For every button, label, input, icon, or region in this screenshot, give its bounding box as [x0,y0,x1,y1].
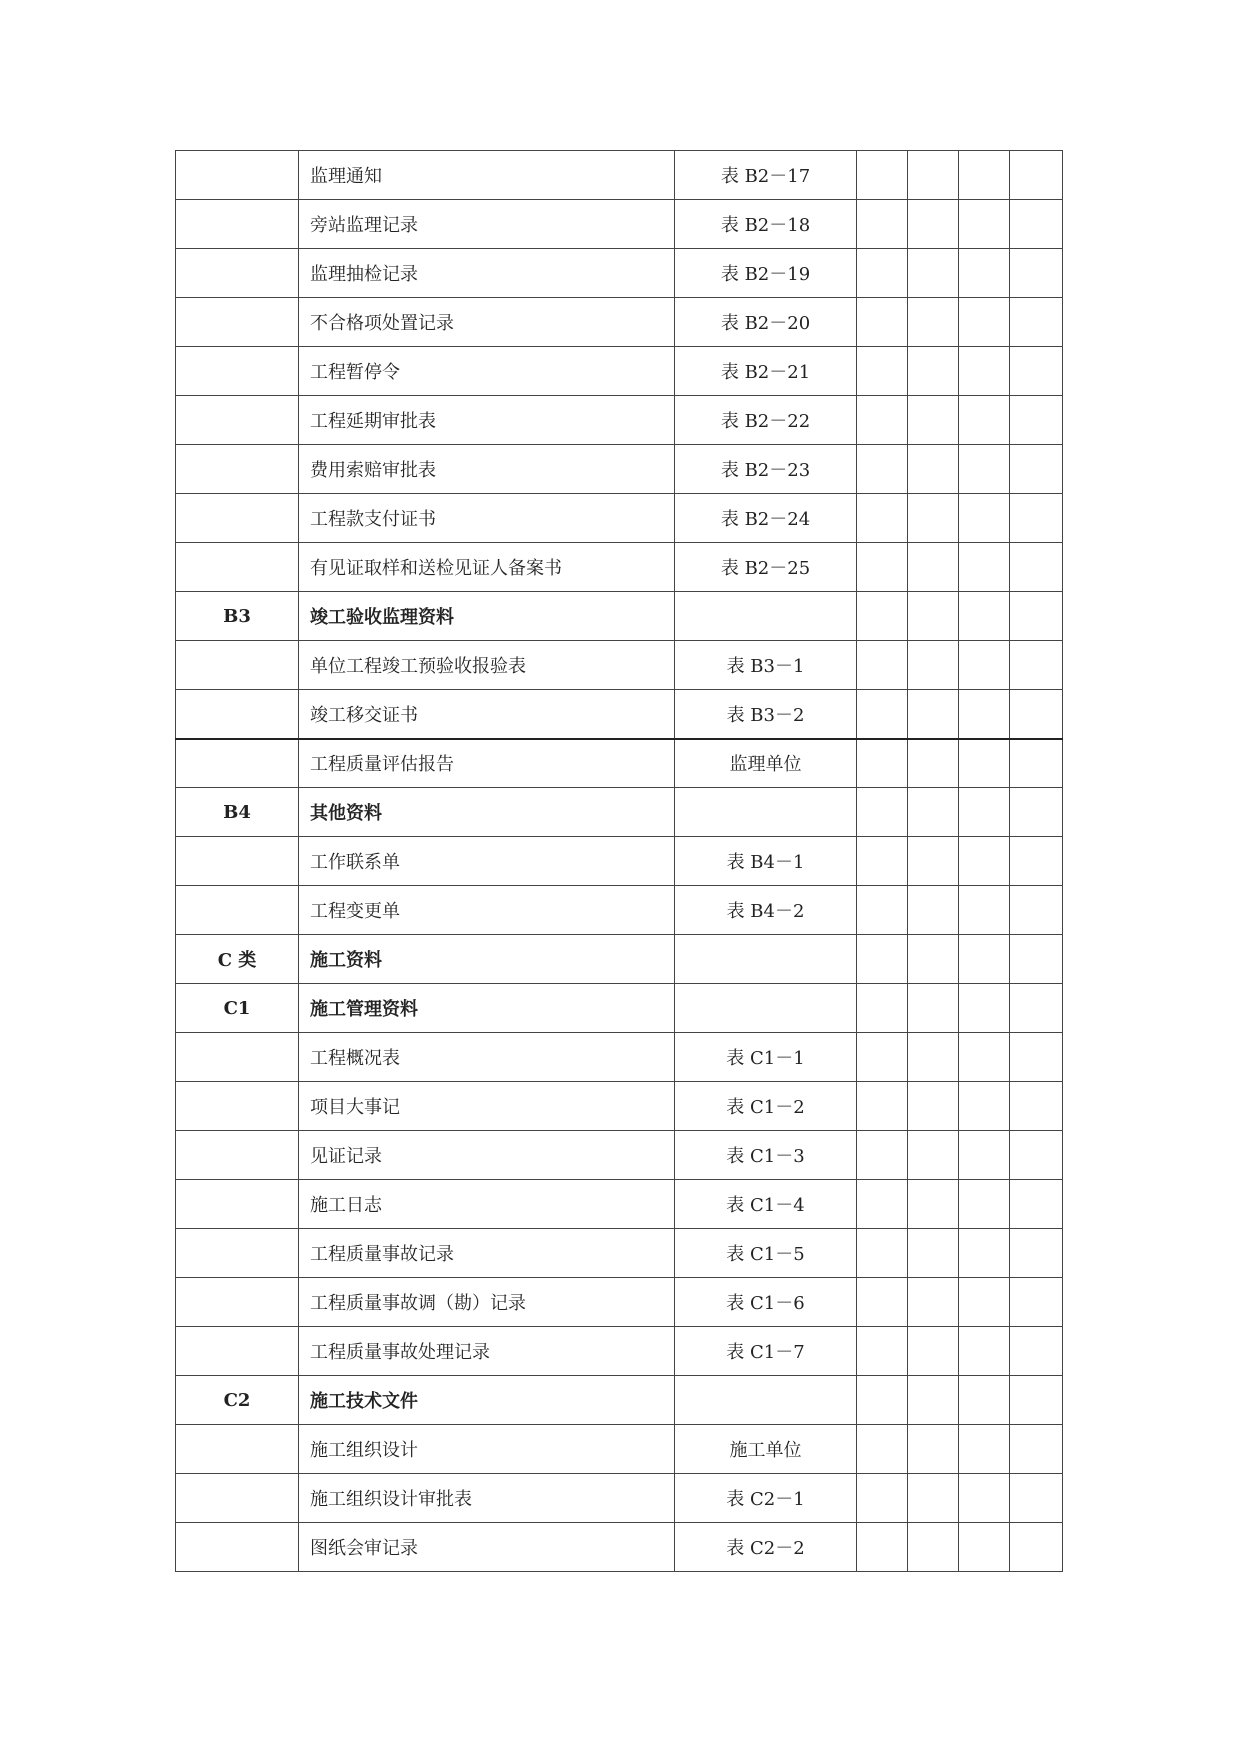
table-row [176,788,1063,837]
form-reference-cell: 表 B3－2 [675,690,857,739]
table-row [176,543,1063,592]
form-reference-cell: 表 B2－18 [675,200,857,249]
table-row [176,1278,1063,1327]
form-reference-cell: 表 B2－25 [675,543,857,592]
check-cell-4 [1010,494,1063,543]
document-table [175,150,1063,1572]
check-cell-1 [857,298,908,347]
form-reference-cell: 表 C1－5 [675,1229,857,1278]
check-cell-4 [1010,641,1063,690]
check-cell-4 [1010,984,1063,1033]
table-row [176,396,1063,445]
form-reference-cell: 表 B3－1 [675,641,857,690]
table-row [176,1523,1063,1572]
check-cell-1 [857,739,908,788]
check-cell-1 [857,886,908,935]
check-cell-2 [908,1474,959,1523]
document-name-cell: 施工技术文件 [299,1376,675,1425]
form-reference-cell [675,788,857,837]
category-code-cell: B3 [176,592,299,641]
check-cell-2 [908,788,959,837]
check-cell-2 [908,1327,959,1376]
check-cell-3 [959,1082,1010,1131]
category-code-cell [176,1033,299,1082]
check-cell-4 [1010,739,1063,788]
form-reference-cell: 表 B4－2 [675,886,857,935]
check-cell-1 [857,1180,908,1229]
form-reference-cell: 表 B2－24 [675,494,857,543]
category-code-cell [176,739,299,788]
table-row [176,1327,1063,1376]
check-cell-2 [908,641,959,690]
check-cell-2 [908,1131,959,1180]
table-row [176,984,1063,1033]
document-name-cell: 工程暂停令 [299,347,675,396]
check-cell-2 [908,837,959,886]
check-cell-2 [908,200,959,249]
form-reference-cell: 表 C1－4 [675,1180,857,1229]
check-cell-3 [959,886,1010,935]
table-row [176,1082,1063,1131]
check-cell-2 [908,984,959,1033]
check-cell-1 [857,837,908,886]
form-reference-cell: 表 C2－1 [675,1474,857,1523]
check-cell-3 [959,445,1010,494]
check-cell-2 [908,396,959,445]
check-cell-1 [857,1033,908,1082]
category-code-cell: C 类 [176,935,299,984]
check-cell-3 [959,151,1010,200]
document-name-cell: 项目大事记 [299,1082,675,1131]
document-name-cell: 施工资料 [299,935,675,984]
document-name-cell: 施工组织设计 [299,1425,675,1474]
category-code-cell [176,396,299,445]
form-reference-cell: 施工单位 [675,1425,857,1474]
check-cell-1 [857,690,908,739]
check-cell-1 [857,592,908,641]
document-name-cell: 工程质量事故处理记录 [299,1327,675,1376]
check-cell-2 [908,494,959,543]
category-code-cell: C1 [176,984,299,1033]
form-reference-cell: 表 B2－22 [675,396,857,445]
check-cell-2 [908,347,959,396]
check-cell-3 [959,935,1010,984]
check-cell-4 [1010,1523,1063,1572]
document-name-cell: 旁站监理记录 [299,200,675,249]
check-cell-3 [959,1131,1010,1180]
check-cell-2 [908,592,959,641]
table-row [176,1474,1063,1523]
check-cell-3 [959,1327,1010,1376]
document-name-cell: 不合格项处置记录 [299,298,675,347]
category-code-cell [176,1327,299,1376]
document-name-cell: 竣工验收监理资料 [299,592,675,641]
category-code-cell [176,1474,299,1523]
check-cell-2 [908,1278,959,1327]
form-reference-cell: 表 B2－19 [675,249,857,298]
check-cell-3 [959,1229,1010,1278]
category-code-cell [176,1082,299,1131]
document-name-cell: 工程延期审批表 [299,396,675,445]
check-cell-1 [857,788,908,837]
document-name-cell: 竣工移交证书 [299,690,675,739]
check-cell-3 [959,788,1010,837]
check-cell-1 [857,1425,908,1474]
table-body [176,151,1063,1572]
check-cell-3 [959,984,1010,1033]
check-cell-2 [908,739,959,788]
check-cell-4 [1010,1033,1063,1082]
check-cell-2 [908,543,959,592]
table-row [176,1033,1063,1082]
check-cell-3 [959,347,1010,396]
table-row [176,592,1063,641]
category-code-cell [176,1278,299,1327]
form-reference-cell: 监理单位 [675,739,857,788]
check-cell-1 [857,641,908,690]
check-cell-4 [1010,935,1063,984]
check-cell-4 [1010,1180,1063,1229]
table-row [176,886,1063,935]
check-cell-4 [1010,298,1063,347]
table-row [176,249,1063,298]
check-cell-3 [959,592,1010,641]
category-code-cell [176,494,299,543]
document-name-cell: 施工日志 [299,1180,675,1229]
check-cell-1 [857,1131,908,1180]
check-cell-1 [857,200,908,249]
form-reference-cell: 表 C1－1 [675,1033,857,1082]
category-code-cell: B4 [176,788,299,837]
table-row [176,1229,1063,1278]
document-name-cell: 其他资料 [299,788,675,837]
form-reference-cell: 表 C1－3 [675,1131,857,1180]
category-code-cell [176,1523,299,1572]
table-row [176,1180,1063,1229]
form-reference-cell [675,1376,857,1425]
form-reference-cell [675,592,857,641]
document-name-cell: 单位工程竣工预验收报验表 [299,641,675,690]
document-name-cell: 施工组织设计审批表 [299,1474,675,1523]
table-row [176,739,1063,788]
document-name-cell: 监理通知 [299,151,675,200]
check-cell-2 [908,1082,959,1131]
document-name-cell: 工程质量评估报告 [299,739,675,788]
check-cell-4 [1010,837,1063,886]
check-cell-2 [908,886,959,935]
category-code-cell [176,886,299,935]
check-cell-3 [959,739,1010,788]
document-name-cell: 工程变更单 [299,886,675,935]
check-cell-4 [1010,690,1063,739]
check-cell-1 [857,151,908,200]
category-code-cell [176,445,299,494]
check-cell-1 [857,1376,908,1425]
check-cell-3 [959,494,1010,543]
form-reference-cell: 表 C1－2 [675,1082,857,1131]
check-cell-3 [959,298,1010,347]
check-cell-3 [959,249,1010,298]
check-cell-3 [959,641,1010,690]
table-row [176,690,1063,739]
category-code-cell [176,641,299,690]
category-code-cell [176,200,299,249]
check-cell-2 [908,1425,959,1474]
form-reference-cell: 表 C1－7 [675,1327,857,1376]
check-cell-2 [908,1033,959,1082]
check-cell-2 [908,298,959,347]
check-cell-2 [908,1180,959,1229]
table-row [176,200,1063,249]
check-cell-1 [857,249,908,298]
check-cell-2 [908,1523,959,1572]
check-cell-4 [1010,1376,1063,1425]
check-cell-4 [1010,1327,1063,1376]
table-row [176,151,1063,200]
category-code-cell [176,151,299,200]
check-cell-3 [959,200,1010,249]
check-cell-1 [857,445,908,494]
form-reference-cell: 表 C1－6 [675,1278,857,1327]
check-cell-4 [1010,249,1063,298]
table-row [176,445,1063,494]
check-cell-3 [959,543,1010,592]
check-cell-2 [908,151,959,200]
table-row [176,494,1063,543]
check-cell-4 [1010,543,1063,592]
check-cell-1 [857,1523,908,1572]
check-cell-4 [1010,788,1063,837]
check-cell-4 [1010,151,1063,200]
check-cell-4 [1010,1425,1063,1474]
category-code-cell [176,1131,299,1180]
check-cell-1 [857,1474,908,1523]
form-reference-cell: 表 B2－17 [675,151,857,200]
document-name-cell: 工程款支付证书 [299,494,675,543]
category-code-cell [176,249,299,298]
check-cell-3 [959,396,1010,445]
check-cell-1 [857,543,908,592]
table-row [176,1425,1063,1474]
document-name-cell: 工程概况表 [299,1033,675,1082]
check-cell-3 [959,1180,1010,1229]
check-cell-3 [959,1278,1010,1327]
document-name-cell: 工程质量事故调（勘）记录 [299,1278,675,1327]
check-cell-4 [1010,1082,1063,1131]
form-reference-cell: 表 B2－23 [675,445,857,494]
category-code-cell: C2 [176,1376,299,1425]
table-row [176,347,1063,396]
form-reference-cell: 表 B2－21 [675,347,857,396]
table-row [176,935,1063,984]
check-cell-4 [1010,396,1063,445]
table-row [176,1131,1063,1180]
check-cell-1 [857,984,908,1033]
document-name-cell: 图纸会审记录 [299,1523,675,1572]
category-code-cell [176,690,299,739]
check-cell-1 [857,396,908,445]
form-reference-cell [675,935,857,984]
form-reference-cell: 表 B2－20 [675,298,857,347]
form-reference-cell [675,984,857,1033]
check-cell-3 [959,690,1010,739]
table-row [176,837,1063,886]
document-name-cell: 见证记录 [299,1131,675,1180]
document-name-cell: 费用索赔审批表 [299,445,675,494]
check-cell-4 [1010,1131,1063,1180]
form-reference-cell: 表 C2－2 [675,1523,857,1572]
table-row [176,641,1063,690]
category-code-cell [176,1229,299,1278]
check-cell-3 [959,1523,1010,1572]
check-cell-3 [959,1474,1010,1523]
check-cell-1 [857,1082,908,1131]
check-cell-1 [857,1327,908,1376]
category-code-cell [176,298,299,347]
check-cell-4 [1010,886,1063,935]
check-cell-1 [857,347,908,396]
check-cell-1 [857,1229,908,1278]
document-name-cell: 有见证取样和送检见证人备案书 [299,543,675,592]
check-cell-4 [1010,445,1063,494]
category-code-cell [176,543,299,592]
check-cell-2 [908,935,959,984]
check-cell-4 [1010,1229,1063,1278]
check-cell-2 [908,1229,959,1278]
check-cell-4 [1010,347,1063,396]
check-cell-2 [908,445,959,494]
document-name-cell: 工作联系单 [299,837,675,886]
check-cell-2 [908,690,959,739]
check-cell-4 [1010,1278,1063,1327]
form-reference-cell: 表 B4－1 [675,837,857,886]
table-row [176,298,1063,347]
check-cell-2 [908,1376,959,1425]
check-cell-1 [857,935,908,984]
category-code-cell [176,347,299,396]
check-cell-4 [1010,200,1063,249]
document-name-cell: 监理抽检记录 [299,249,675,298]
category-code-cell [176,837,299,886]
category-code-cell [176,1425,299,1474]
check-cell-2 [908,249,959,298]
table-row [176,1376,1063,1425]
check-cell-3 [959,1376,1010,1425]
check-cell-4 [1010,1474,1063,1523]
check-cell-4 [1010,592,1063,641]
check-cell-3 [959,1425,1010,1474]
document-name-cell: 工程质量事故记录 [299,1229,675,1278]
check-cell-3 [959,837,1010,886]
check-cell-3 [959,1033,1010,1082]
document-name-cell: 施工管理资料 [299,984,675,1033]
check-cell-1 [857,494,908,543]
check-cell-1 [857,1278,908,1327]
category-code-cell [176,1180,299,1229]
